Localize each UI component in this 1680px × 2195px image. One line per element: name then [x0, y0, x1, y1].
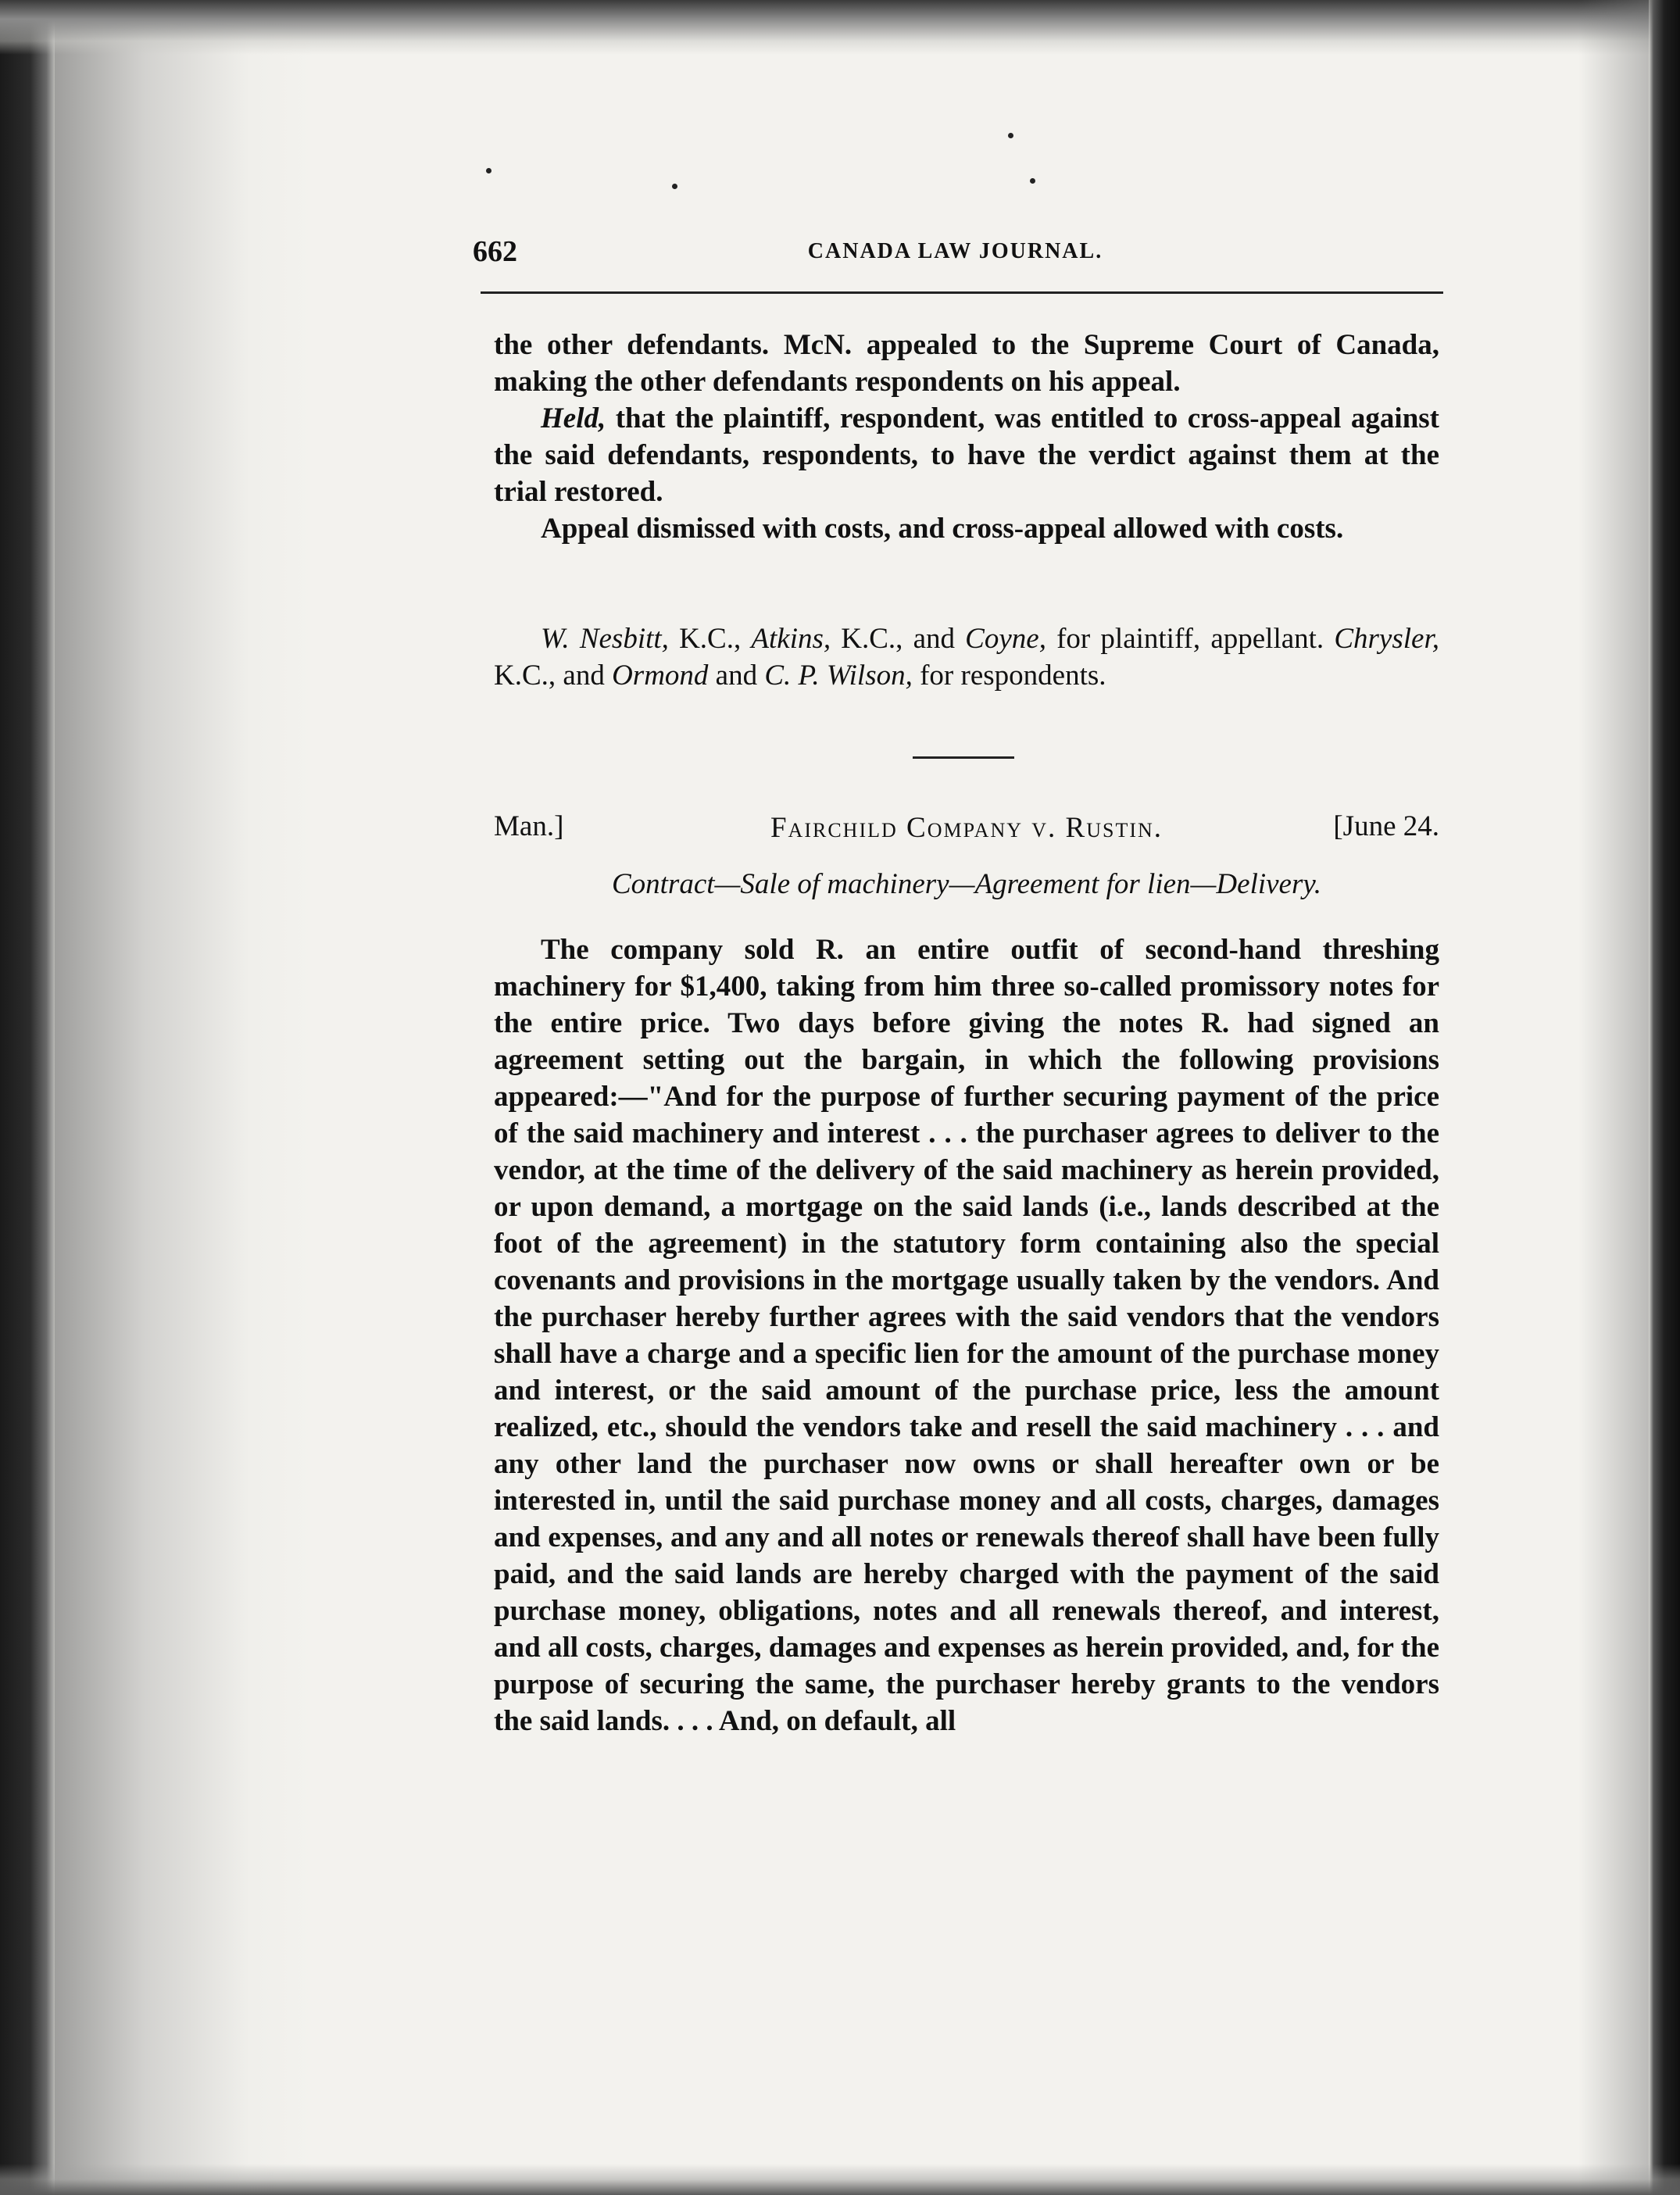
case-court: Man.] — [494, 810, 564, 842]
scan-edge-top — [0, 0, 1680, 55]
case-date: [June 24. — [1333, 810, 1439, 842]
counsel-name: C. P. Wilson, — [764, 660, 913, 692]
counsel-text-part: K.C., and — [494, 660, 613, 692]
body-paragraph: The company sold R. an entire outfit of second-hand threshing machinery for $1,400, taking from him three so-called promissory notes for the entire price. Two days before giving the notes R. had signed an agreement setting out the bargain, in which the following provisions appeared:—"And for the purpose of further securing payment of the price of the said machinery and interest . . . the purchaser agrees to deliver to the vendor, at the time of the delivery of the said machinery as herein provided, or upon demand, a mortgage on the said lands (i.e., lands described at the foot of the agreement) in the statutory form containing also the special covenants and provisions in the mortgage usually taken by the vendors. And the purchaser hereby further agrees with the said vendors that the vendors shall have a charge and a specific lien for the amount of the purchase money and interest, or the said amount of the purchase price, less the amount realized, etc., should the vendors take and resell the said machinery . . . and any other land the purchaser now owns or shall hereafter own or be interested in, until the said purchase money and all costs, charges, damages and expenses, and any and all notes or renewals thereof shall have been fully paid, and the said lands are hereby charged with the payment of the said purchase money, obligations, notes and all renewals thereof, and interest, and all costs, charges, damages and expenses as herein provided, and, for the purpose of securing the same, the purchaser hereby grants to the vendors the said lands. . . . And, on default, all — [494, 934, 1439, 1737]
disposition-paragraph: Appeal dismissed with costs, and cross-appeal allowed with costs. — [541, 513, 1344, 545]
paragraph: the other defendants. McN. appealed to the Supreme Court of Canada, making the other defendants respondents on his appeal. — [494, 329, 1439, 398]
running-head: CANADA LAW JOURNAL. — [807, 239, 1103, 263]
scan-edge-right — [1649, 0, 1680, 2195]
counsel-text-part: K.C., — [668, 623, 752, 655]
counsel-name: Coyne, — [965, 623, 1046, 655]
case-headnote: Contract—Sale of machinery—Agreement for lien—Delivery. — [611, 868, 1322, 900]
scan-speck — [1008, 133, 1013, 138]
counsel-text — [494, 620, 1439, 694]
header-rule — [481, 291, 1443, 294]
counsel-name: Chrysler, — [1334, 623, 1439, 655]
scan-binding-shadow — [55, 0, 313, 2195]
counsel-text-part: for respondents. — [912, 660, 1106, 692]
held-paragraph — [494, 400, 1439, 510]
counsel-name: Atkins, — [751, 623, 831, 655]
scan-speck — [672, 184, 677, 189]
page-header — [473, 234, 1438, 273]
counsel-text-part: K.C., and — [831, 623, 966, 655]
section-divider — [913, 756, 1014, 759]
scan-edge-left — [0, 0, 55, 2195]
counsel-text-part: and — [708, 660, 765, 692]
case-title: Fairchild Company v. Rustin. — [770, 812, 1163, 844]
scan-edge-right-shadow — [1578, 0, 1649, 2195]
scan-speck — [486, 168, 491, 173]
held-label: Held, — [541, 402, 606, 434]
counsel-name: W. Nesbitt, — [541, 623, 669, 655]
scan-edge-bottom — [0, 2164, 1680, 2195]
body-text-block — [494, 931, 1439, 1739]
scan-speck — [1030, 178, 1035, 184]
counsel-paragraph — [494, 620, 1439, 694]
page-number: 662 — [473, 235, 517, 268]
counsel-name: Ormond — [612, 660, 709, 692]
held-text: that the plaintiff, respondent, was entitled to cross-appeal against the said defendants, respondents, to have the verdict against them at the trial restored. — [494, 402, 1439, 508]
case-heading — [494, 810, 1439, 849]
counsel-text-part: for plaintiff, appellant. — [1046, 623, 1335, 655]
previous-case-text — [494, 327, 1439, 547]
